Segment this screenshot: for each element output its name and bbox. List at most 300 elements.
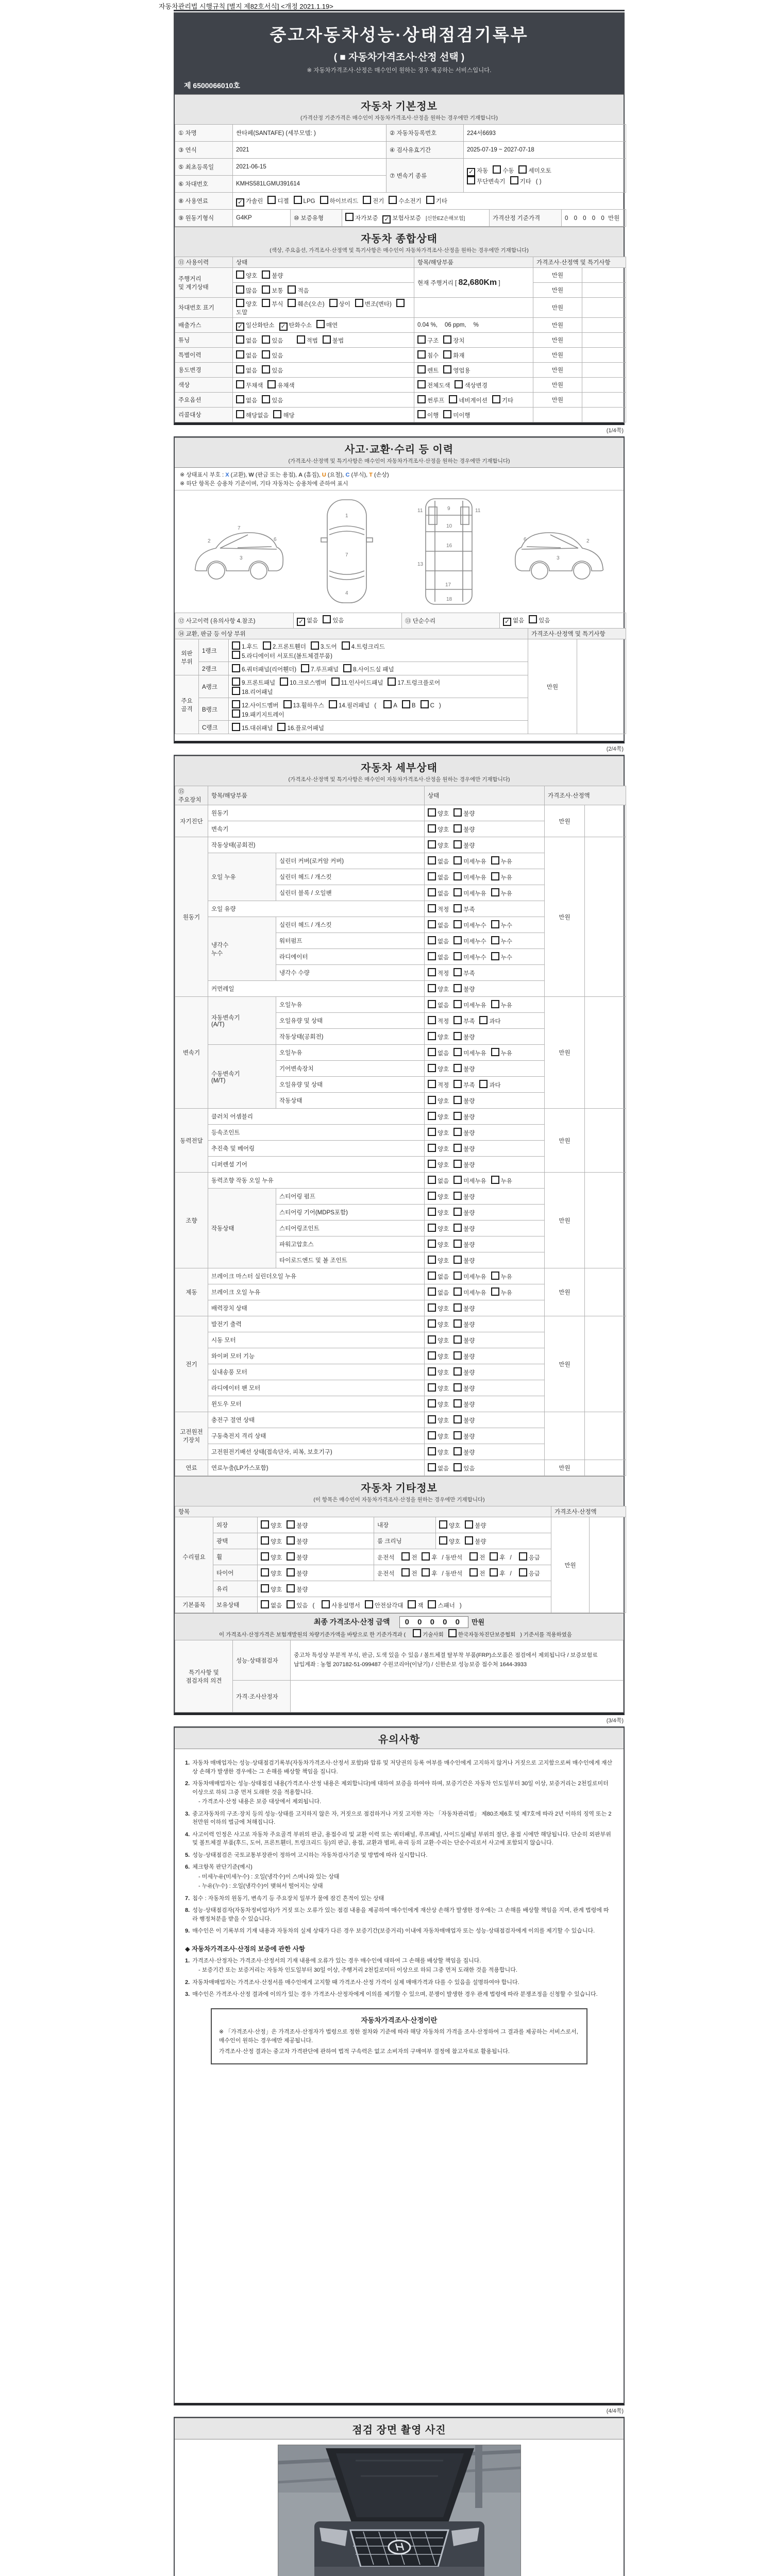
checkbox[interactable]	[262, 350, 270, 359]
checkbox[interactable]	[428, 1160, 436, 1168]
option-label: 양호	[438, 1418, 449, 1424]
infobox-body-2: 가격조사·산정 결과는 중고차 가격판단에 관하여 법적 구속력은 없고 소비자의 구매여부 결정에 참고자료로 활용됩니다.	[219, 2048, 510, 2055]
final-price-value: 0 0 0 0 0	[399, 1616, 468, 1628]
checkbox[interactable]	[453, 1208, 462, 1216]
state-cell	[425, 949, 545, 965]
checkbox[interactable]	[236, 198, 244, 207]
option-label: 없음	[513, 618, 525, 624]
checkbox[interactable]	[453, 808, 462, 817]
checkbox[interactable]	[491, 1048, 499, 1056]
checkbox[interactable]	[428, 1016, 436, 1024]
checkbox[interactable]	[355, 299, 363, 307]
checkbox[interactable]	[519, 1552, 527, 1561]
checkbox[interactable]	[491, 920, 499, 928]
item-cell: 워터펌프	[276, 933, 425, 949]
list-number: 8.	[185, 1907, 190, 1913]
final-price-note	[175, 1629, 624, 1638]
checkbox[interactable]	[413, 1629, 421, 1637]
table-row	[175, 1517, 626, 1533]
checkbox[interactable]	[428, 1319, 436, 1328]
checkbox[interactable]	[453, 1016, 462, 1024]
checkbox[interactable]	[491, 1000, 499, 1008]
checkbox[interactable]	[401, 1552, 410, 1561]
checkbox[interactable]	[490, 1552, 498, 1561]
option-label: 3.도어	[320, 643, 337, 650]
checkbox[interactable]	[262, 395, 270, 403]
list-item	[185, 1990, 613, 1999]
note-cell	[582, 318, 626, 333]
checkbox[interactable]	[236, 365, 244, 374]
vin-value: KMHS581LGMU391614	[233, 176, 386, 193]
checkbox[interactable]	[491, 1272, 499, 1280]
checkbox[interactable]	[453, 1144, 462, 1152]
checkbox[interactable]	[453, 1160, 462, 1168]
list-number: 3.	[185, 1810, 190, 1817]
checkbox[interactable]	[453, 1399, 462, 1408]
checkbox[interactable]	[453, 856, 462, 865]
checkbox[interactable]	[428, 1303, 436, 1312]
checkbox[interactable]	[453, 1319, 462, 1328]
option-label: 불량	[463, 1146, 475, 1153]
checkbox[interactable]	[236, 270, 244, 279]
checkbox[interactable]	[428, 856, 436, 865]
checkbox[interactable]	[428, 984, 436, 992]
state-cell	[258, 1517, 374, 1533]
checkbox[interactable]	[261, 1520, 269, 1529]
checkbox[interactable]	[453, 1240, 462, 1248]
other-info-table	[175, 1506, 626, 1613]
checkbox[interactable]	[365, 1600, 373, 1608]
price-cell: 만원	[533, 348, 582, 363]
text: %	[473, 322, 479, 328]
option-label: 양호	[271, 1555, 282, 1561]
checkbox[interactable]	[490, 1568, 498, 1577]
option-label: 1.후드	[242, 643, 258, 650]
checkbox[interactable]	[453, 824, 462, 833]
device-category: 자기진단	[175, 805, 208, 837]
checkbox[interactable]	[453, 1224, 462, 1232]
checkbox[interactable]	[232, 641, 240, 650]
checkbox[interactable]	[428, 1176, 436, 1184]
checkbox[interactable]	[443, 350, 451, 359]
option-label: 불량	[463, 827, 475, 833]
checkbox[interactable]	[322, 1600, 330, 1608]
checkbox[interactable]	[453, 1064, 462, 1072]
checkbox[interactable]	[329, 299, 338, 307]
checkbox[interactable]	[421, 700, 429, 708]
checkbox[interactable]	[453, 1192, 462, 1200]
checkbox[interactable]	[262, 335, 270, 344]
checkbox[interactable]	[331, 677, 340, 686]
checkbox[interactable]	[236, 299, 244, 307]
checkbox[interactable]	[428, 1447, 436, 1455]
list-number: 1.	[185, 1760, 190, 1766]
price-cell: 만원	[551, 1517, 590, 1613]
checkbox[interactable]	[453, 1112, 462, 1120]
checkbox[interactable]	[287, 1584, 295, 1592]
option-label: 가솔린	[246, 198, 263, 205]
checkbox[interactable]	[491, 952, 499, 960]
checkbox[interactable]	[236, 285, 244, 294]
checkbox[interactable]	[261, 1600, 269, 1608]
checkbox[interactable]	[492, 395, 500, 403]
checkbox[interactable]	[453, 936, 462, 944]
checkbox[interactable]	[453, 1463, 462, 1471]
panel-items	[229, 675, 528, 698]
checkbox[interactable]	[428, 872, 436, 880]
checkbox[interactable]	[417, 335, 426, 344]
checkbox[interactable]	[453, 1256, 462, 1264]
svg-text:7: 7	[238, 526, 241, 531]
checkbox[interactable]	[363, 196, 371, 204]
document-title: 중고자동차성능·상태점검기록부	[270, 25, 529, 44]
basic-items-category: 기본품목	[175, 1597, 213, 1613]
checkbox[interactable]	[345, 213, 354, 221]
checkbox[interactable]	[280, 677, 288, 686]
checkbox[interactable]	[417, 395, 426, 403]
checkbox[interactable]	[428, 968, 436, 976]
option-label: 불량	[463, 1450, 475, 1456]
price-cell: 만원	[528, 639, 577, 734]
checkbox[interactable]	[383, 700, 392, 708]
checkbox[interactable]	[453, 840, 462, 849]
checkbox[interactable]	[467, 168, 475, 176]
option-label: 잭	[417, 1603, 424, 1609]
checkbox[interactable]	[491, 872, 499, 880]
checkbox[interactable]	[428, 920, 436, 928]
checkbox[interactable]	[389, 196, 397, 204]
checkbox[interactable]	[439, 1520, 447, 1529]
checkbox[interactable]	[262, 270, 270, 279]
checkbox[interactable]	[323, 335, 331, 344]
price-cell: 만원	[533, 333, 582, 348]
checkbox[interactable]	[283, 700, 292, 708]
item-cell: 스티어링 기어(MDPS포함)	[276, 1205, 425, 1221]
checkbox[interactable]	[428, 936, 436, 944]
checkbox[interactable]	[428, 1000, 436, 1008]
option-label: 없음	[438, 1050, 449, 1057]
checkbox[interactable]	[232, 677, 240, 686]
checkbox[interactable]	[287, 1536, 295, 1545]
checkbox[interactable]	[261, 1536, 269, 1545]
option-label: 불량	[463, 1114, 475, 1121]
item-cell: 고전원전기배선 상태(접속단자, 피복, 보호기구)	[208, 1444, 425, 1460]
checkbox[interactable]	[396, 299, 405, 307]
checkbox[interactable]	[428, 1128, 436, 1136]
checkbox[interactable]	[232, 700, 240, 708]
checkbox[interactable]	[453, 1287, 462, 1296]
checkbox[interactable]	[287, 1600, 295, 1608]
appraiser-opinion-label: 가격·조사산정자	[233, 1681, 291, 1713]
checkbox[interactable]	[279, 323, 288, 331]
checkbox[interactable]	[428, 1415, 436, 1423]
checkbox[interactable]	[453, 1128, 462, 1136]
price-cell: 만원	[545, 997, 585, 1109]
checkbox[interactable]	[402, 700, 410, 708]
checkbox[interactable]	[294, 196, 302, 204]
checkbox[interactable]	[518, 165, 527, 174]
checkbox[interactable]	[510, 176, 518, 184]
checkbox[interactable]	[453, 952, 462, 960]
checkbox[interactable]	[422, 1552, 430, 1561]
checkbox[interactable]	[453, 1303, 462, 1312]
checkbox[interactable]	[428, 808, 436, 817]
checkbox[interactable]	[311, 641, 319, 650]
checkbox[interactable]	[426, 196, 434, 204]
item-cell: 오일유량 및 상태	[276, 1077, 425, 1093]
checkbox[interactable]	[479, 1080, 488, 1088]
checkbox[interactable]	[428, 1032, 436, 1040]
checkbox[interactable]	[301, 664, 309, 672]
checkbox[interactable]	[417, 410, 426, 418]
checkbox[interactable]	[428, 1064, 436, 1072]
checkbox[interactable]	[529, 615, 537, 623]
checkbox[interactable]	[232, 687, 240, 695]
checkbox[interactable]	[453, 1080, 462, 1088]
device-category: 전기	[175, 1316, 208, 1412]
checkbox[interactable]	[236, 380, 244, 388]
simple-repair-label: ⑬ 단순수리	[402, 613, 500, 629]
checkbox[interactable]	[469, 1552, 478, 1561]
checkbox[interactable]	[417, 350, 426, 359]
checkbox[interactable]	[428, 1048, 436, 1056]
page-number: (3/4쪽)	[606, 1718, 624, 1724]
checkbox[interactable]	[519, 1568, 527, 1577]
checkbox[interactable]	[277, 723, 285, 731]
checkbox[interactable]	[449, 395, 457, 403]
checkbox[interactable]	[288, 285, 296, 294]
checkbox[interactable]	[428, 1080, 436, 1088]
section-note: (가격조사·산정액 및 특기사항은 매수인이 자동차가격조사·산정을 원하는 경우에만 기재합니다)	[288, 776, 510, 783]
checkbox[interactable]	[428, 1463, 436, 1471]
checkbox[interactable]	[422, 1568, 430, 1577]
option-label: 불량	[463, 1066, 475, 1073]
checkbox[interactable]	[408, 1600, 416, 1608]
option-label: 불량	[463, 1035, 475, 1041]
checkbox[interactable]	[232, 709, 240, 718]
checkbox[interactable]	[323, 615, 331, 623]
checkbox[interactable]	[465, 1520, 473, 1529]
checkbox[interactable]	[491, 936, 499, 944]
checkbox[interactable]	[388, 677, 396, 686]
checkbox[interactable]	[428, 1256, 436, 1264]
checkbox[interactable]	[342, 641, 350, 650]
checkbox[interactable]	[453, 904, 462, 912]
checkbox[interactable]	[453, 1048, 462, 1056]
checkbox[interactable]	[453, 968, 462, 976]
checkbox[interactable]	[273, 410, 281, 418]
notice-body	[175, 1749, 624, 2074]
checkbox[interactable]	[236, 323, 244, 331]
state-cell	[436, 1517, 551, 1533]
checkbox[interactable]	[453, 1447, 462, 1455]
checkbox[interactable]	[428, 1351, 436, 1360]
checkbox[interactable]	[267, 380, 276, 388]
option-label: 불량	[475, 1523, 486, 1529]
checkbox[interactable]	[287, 1552, 295, 1561]
option-label: 누유	[500, 1290, 512, 1296]
checkbox[interactable]	[455, 380, 463, 388]
option-label: 불량	[463, 1322, 475, 1328]
option-label: 불량	[463, 843, 475, 849]
checkbox[interactable]	[236, 350, 244, 359]
checkbox[interactable]	[443, 365, 451, 374]
list-text: 체크항목 판단기준(예시)	[192, 1864, 253, 1870]
checkbox[interactable]	[262, 365, 270, 374]
checkbox[interactable]	[493, 165, 501, 174]
checkbox[interactable]	[453, 984, 462, 992]
checkbox[interactable]	[428, 1335, 436, 1344]
option-label: 장치	[453, 338, 465, 344]
option-label: 상이	[339, 301, 350, 308]
checkbox[interactable]	[428, 1431, 436, 1439]
checkbox[interactable]	[320, 196, 328, 204]
checkbox[interactable]	[236, 335, 244, 344]
checkbox[interactable]	[428, 1383, 436, 1392]
option-label: 불법	[332, 338, 344, 344]
checkbox[interactable]	[453, 1351, 462, 1360]
option-label: 없음	[438, 875, 449, 881]
checkbox[interactable]	[439, 1536, 447, 1545]
checkbox[interactable]	[428, 1224, 436, 1232]
checkbox[interactable]	[236, 395, 244, 403]
checkbox[interactable]	[467, 176, 475, 184]
checkbox[interactable]	[443, 410, 451, 418]
basic-info-table	[175, 124, 626, 193]
checkbox[interactable]	[428, 1272, 436, 1280]
checkbox[interactable]	[453, 1032, 462, 1040]
checkbox[interactable]	[453, 1335, 462, 1344]
checkbox[interactable]	[448, 1629, 457, 1637]
checkbox[interactable]	[417, 380, 426, 388]
option-label: B	[411, 702, 416, 709]
checkbox[interactable]	[428, 952, 436, 960]
checkbox[interactable]	[428, 1192, 436, 1200]
checkbox[interactable]	[297, 335, 305, 344]
text: 운전석	[377, 1555, 395, 1561]
checkbox[interactable]	[469, 1568, 478, 1577]
state-cell	[425, 1364, 545, 1380]
checkbox[interactable]	[428, 1399, 436, 1408]
checkbox[interactable]	[267, 196, 276, 204]
checkbox[interactable]	[453, 888, 462, 896]
checkbox[interactable]	[428, 840, 436, 849]
option-label: 양호	[438, 1322, 449, 1328]
checkbox[interactable]	[236, 410, 244, 418]
checkbox[interactable]	[288, 299, 296, 307]
checkbox[interactable]	[428, 1144, 436, 1152]
checkbox[interactable]	[491, 1176, 499, 1184]
checkbox[interactable]	[453, 1096, 462, 1104]
option-label: A	[393, 702, 397, 709]
note-cell	[582, 408, 626, 422]
checkbox[interactable]	[382, 215, 391, 224]
checkbox[interactable]	[261, 1552, 269, 1561]
option-label: 양호	[438, 1386, 449, 1392]
option-label: 불량	[463, 1370, 475, 1376]
list-text: 성능·상태점검자(자동차정비업자)가 거짓 또는 오류가 있는 점검 내용을 제공하여 매수인에게 재산상 손해가 발생한 경우에는 그 손해를 배상할 책임을 지며, 관계 법령에 따라 행정처분을 받을 수 있습니다.	[192, 1907, 609, 1922]
note-cell	[585, 1412, 626, 1460]
checkbox[interactable]	[401, 1568, 410, 1577]
checkbox[interactable]	[428, 824, 436, 833]
checkbox[interactable]	[453, 1000, 462, 1008]
item-cell: 변속기	[208, 821, 425, 837]
checkbox[interactable]	[428, 1112, 436, 1120]
checkbox[interactable]	[453, 1367, 462, 1376]
state-cell	[258, 1597, 551, 1613]
checkbox[interactable]	[329, 700, 337, 708]
checkbox[interactable]	[428, 1367, 436, 1376]
text: (	[374, 702, 377, 709]
list-number: 1.	[185, 1957, 190, 1964]
option-label: 미세누수	[463, 939, 486, 945]
list-number: 6.	[185, 1864, 190, 1870]
checkbox[interactable]	[491, 856, 499, 865]
option-label: 미세누유	[463, 1290, 486, 1296]
checkbox[interactable]	[287, 1568, 295, 1577]
checkbox[interactable]	[261, 1584, 269, 1592]
checkbox[interactable]	[297, 618, 305, 626]
item-label: 광택	[213, 1533, 258, 1549]
checkbox[interactable]	[262, 285, 270, 294]
checkbox[interactable]	[261, 1568, 269, 1577]
checkbox[interactable]	[503, 618, 511, 626]
checkbox[interactable]	[262, 299, 270, 307]
option-label: 없음	[438, 1466, 449, 1472]
checkbox[interactable]	[453, 1176, 462, 1184]
checkbox[interactable]	[232, 664, 240, 672]
checkbox[interactable]	[343, 664, 351, 672]
state-cell	[425, 885, 545, 901]
checkbox[interactable]	[263, 641, 271, 650]
checkbox[interactable]	[232, 651, 240, 659]
checkbox[interactable]	[232, 723, 240, 731]
checkbox[interactable]	[428, 888, 436, 896]
checkbox[interactable]	[453, 1272, 462, 1280]
inspector-opinion-label: 성능·상태점검자	[233, 1640, 291, 1681]
checkbox[interactable]	[428, 1240, 436, 1248]
checkbox[interactable]	[453, 872, 462, 880]
item-cell: 실린더 헤드 / 개스킷	[276, 917, 425, 933]
checkbox[interactable]	[491, 888, 499, 896]
option-label: 수소전기	[398, 198, 422, 205]
checkbox[interactable]	[316, 320, 325, 328]
checkbox[interactable]	[453, 1431, 462, 1439]
checkbox[interactable]	[491, 1287, 499, 1296]
engine-label: ⑨ 원동기형식	[175, 210, 233, 227]
option-label: 6.쿼터패널(리어휀더)	[242, 666, 297, 673]
checkbox[interactable]	[443, 335, 451, 344]
checkbox[interactable]	[453, 920, 462, 928]
option-label: 훼손(오손)	[297, 301, 325, 308]
checkbox[interactable]	[479, 1016, 488, 1024]
option-label: 기타	[435, 198, 447, 205]
checkbox[interactable]	[428, 1600, 436, 1608]
checkbox[interactable]	[428, 1287, 436, 1296]
checkbox[interactable]	[417, 365, 426, 374]
option-label: 불량	[463, 1418, 475, 1424]
checkbox[interactable]	[428, 1208, 436, 1216]
price-cell: 만원	[533, 318, 582, 333]
option-label: 부족	[463, 971, 475, 977]
checkbox[interactable]	[428, 1096, 436, 1104]
checkbox[interactable]	[428, 904, 436, 912]
checkbox[interactable]	[453, 1415, 462, 1423]
checkbox[interactable]	[453, 1383, 462, 1392]
item-cell: 브레이크 오일 누유	[208, 1284, 425, 1300]
checkbox[interactable]	[465, 1536, 473, 1545]
checkbox[interactable]	[287, 1520, 295, 1529]
